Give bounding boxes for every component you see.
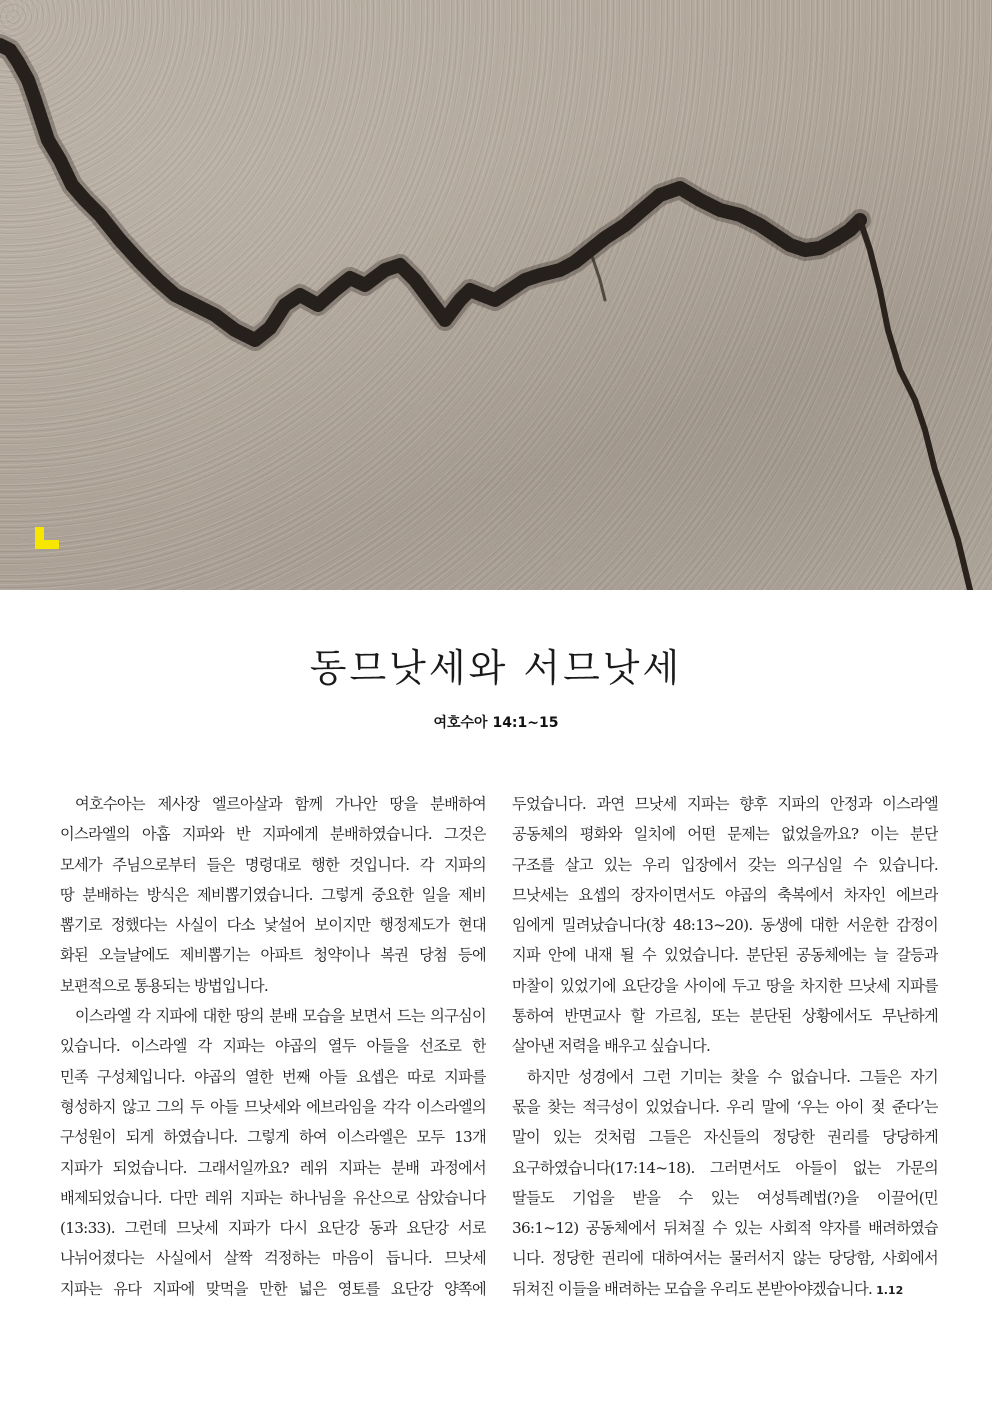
body-line-last: [512, 1274, 938, 1304]
body-line: 공동체의 평화와 일치에 어떤 문제는 없었을까요? 이는 분단: [512, 825, 938, 844]
page-code: 1.12: [876, 1283, 904, 1297]
body-line: 형성하지 않고 그의 두 아들 므낫세와 에브라임을 각각 이스라엘의: [60, 1097, 486, 1116]
body-line: 몫을 찾는 적극성이 있었습니다. 우리 말에 ‘우는 아이 젖 준다’는: [512, 1097, 938, 1116]
body-column-left: [60, 789, 486, 1304]
scripture-reference: 여호수아 14:1~15: [433, 715, 559, 731]
body-line: 므낫세는 요셉의 장자이면서도 야곱의 축복에서 차자인 에브라: [512, 885, 938, 904]
body-line: 36:1~12) 공동체에서 뒤쳐질 수 있는 사회적 약자를 배려하였습: [512, 1219, 938, 1238]
body-line: 모세가 주님으로부터 들은 명령대로 행한 것입니다. 각 지파의: [60, 855, 486, 874]
body-line: 마찰이 있었기에 요단강을 사이에 두고 땅을 차지한 므낫세 지파를: [512, 976, 938, 995]
body-line: 화된 오늘날에도 제비뽑기는 아파트 청약이나 복권 당첨 등에: [60, 946, 486, 965]
body-line: 나뉘어졌다는 사실에서 살짝 걱정하는 마음이 듭니다. 므낫세: [60, 1249, 486, 1268]
body-line: 구조를 살고 있는 우리 입장에서 갖는 의구심일 수 있습니다.: [512, 855, 938, 874]
hero-photo: [0, 0, 992, 590]
body-line-text: 뒤쳐진 이들을 배려하는 모습을 우리도 본받아야겠습니다.: [512, 1279, 873, 1298]
body-line: 말이 있는 것처럼 그들은 자신들의 정당한 권리를 당당하게: [512, 1128, 938, 1147]
body-line: 이스라엘의 아홉 지파와 반 지파에게 분배하였습니다. 그것은: [60, 825, 486, 844]
body-line: 살아낸 저력을 배우고 싶습니다.: [512, 1037, 711, 1056]
body-line: 요구하였습니다(17:14~18). 그러면서도 아들이 없는 가문의: [512, 1158, 938, 1177]
body-line: 딸들도 기업을 받을 수 있는 여성특례법(?)을 이끌어(민: [512, 1188, 938, 1207]
body-line: 구성원이 되게 하였습니다. 그렇게 하여 이스라엘은 모두 13개: [60, 1128, 486, 1147]
cracked-concrete-image: [0, 0, 992, 590]
body-line: 하지만 성경에서 그런 기미는 찾을 수 없습니다. 그들은 자기: [527, 1067, 938, 1086]
body-line: 두었습니다. 과연 므낫세 지파는 향후 지파의 안정과 이스라엘: [512, 795, 938, 813]
body-line: 여호수아는 제사장 엘르아살과 함께 가나안 땅을 분배하여: [75, 795, 486, 813]
body-line: 통하여 반면교사 할 가르침, 또는 분단된 상황에서도 무난하게: [512, 1007, 938, 1026]
body-line: 지파가 되었습니다. 그래서일까요? 레위 지파는 분배 과정에서: [60, 1158, 486, 1177]
body-column-right: [512, 789, 938, 1304]
body-line: 보편적으로 통용되는 방법입니다.: [60, 976, 268, 995]
body-line: 지파는 유다 지파에 맞먹을 만한 넓은 영토를 요단강 양쪽에: [60, 1279, 486, 1298]
body-line: 이스라엘 각 지파에 대한 땅의 분배 모습을 보면서 드는 의구심이: [75, 1007, 486, 1026]
page-title: 동므낫세와 서므낫세: [309, 646, 683, 690]
body-line: (13:33). 그런데 므낫세 지파가 다시 요단강 동과 요단강 서로: [60, 1219, 486, 1238]
body-line: 임에게 밀려났습니다(창 48:13~20). 동생에 대한 서운한 감정이: [512, 916, 938, 935]
body-line: 배제되었습니다. 다만 레위 지파는 하나님을 유산으로 삼았습니다: [60, 1188, 486, 1207]
body-line: 땅 분배하는 방식은 제비뽑기였습니다. 그렇게 중요한 일을 제비: [60, 885, 486, 904]
body-line: 니다. 정당한 권리에 대하여서는 물러서지 않는 당당함, 사회에서: [512, 1249, 938, 1268]
body-line: 민족 구성체입니다. 야곱의 열한 번째 아들 요셉은 따로 지파를: [60, 1067, 486, 1086]
body-line: 뽑기로 정했다는 사실이 다소 낯설어 보이지만 행정제도가 현대: [60, 916, 486, 935]
corner-mark: [35, 527, 59, 549]
body-line: 있습니다. 이스라엘 각 지파는 야곱의 열두 아들을 선조로 한: [60, 1037, 486, 1056]
body-line: 지파 안에 내재 될 수 있었습니다. 분단된 공동체에는 늘 갈등과: [512, 946, 938, 965]
